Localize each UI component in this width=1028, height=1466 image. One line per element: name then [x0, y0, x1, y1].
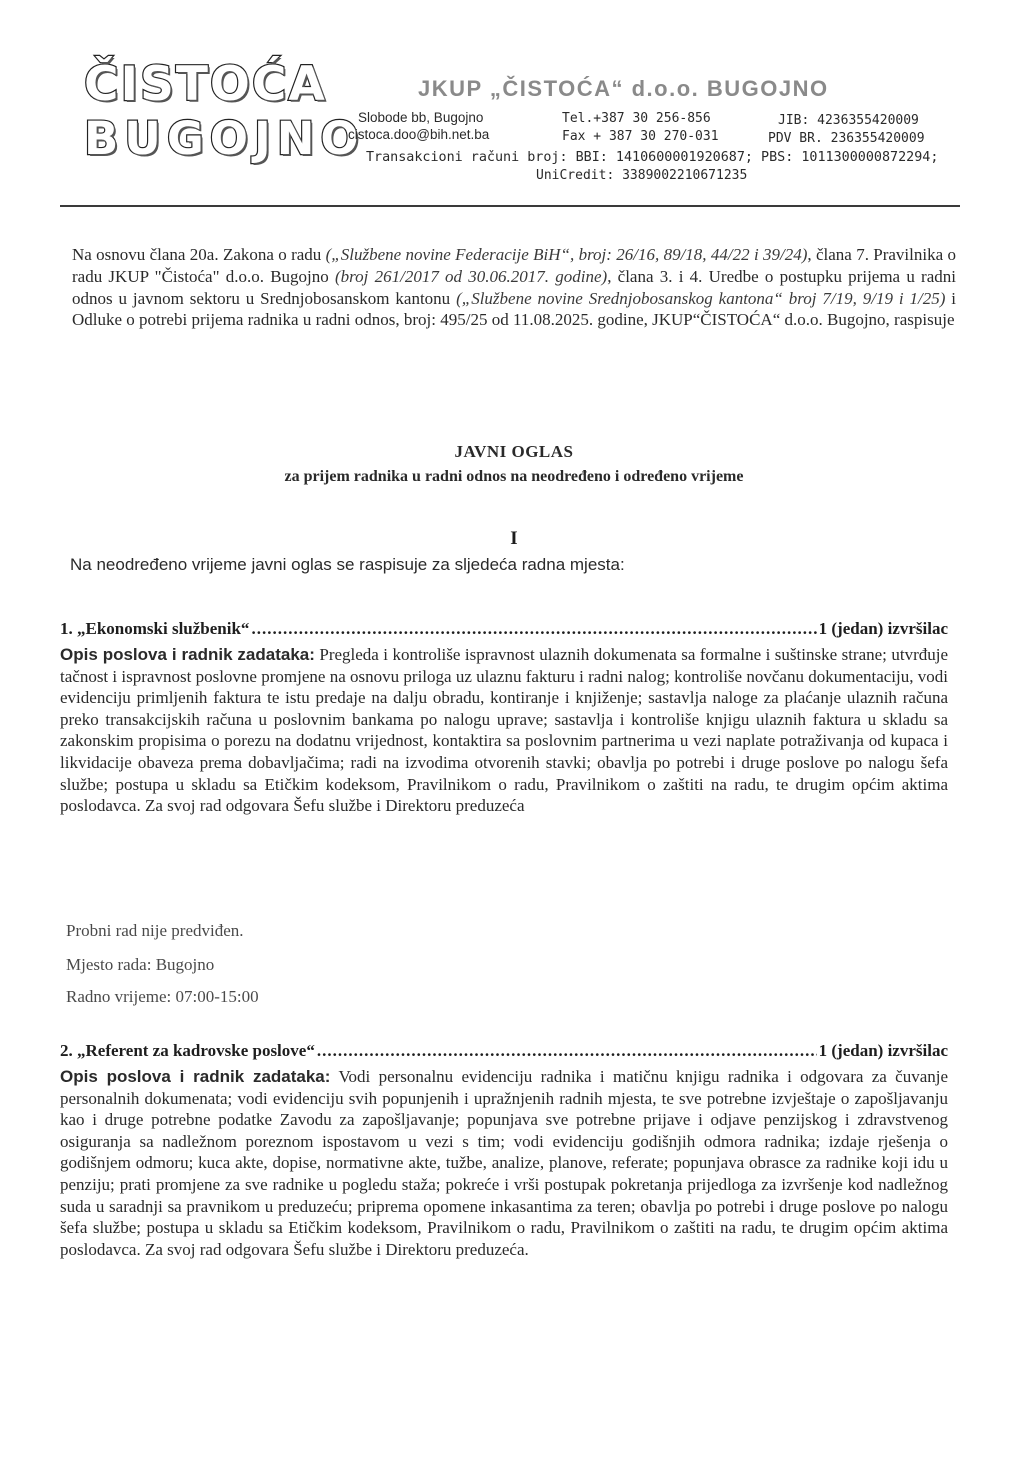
header-divider: [60, 205, 960, 207]
intro-text-2: , člana 7. Pravilnika o radu JKUP "Čistoća" d.o.o. Bugojno: [72, 245, 956, 286]
intro-ref-1: („Službene novine Federacije BiH“, broj: 26/16, 89/18, 44/22 i 39/24): [325, 245, 808, 264]
leader-dots: [317, 1041, 817, 1061]
logo-text-bottom: BUGOJNO: [84, 112, 365, 165]
company-email: cistoca.doo@bih.net.ba: [348, 127, 490, 142]
company-name: JKUP „ČISTOĆA“ d.o.o. BUGOJNO: [418, 76, 829, 101]
intro-text-3: , člana 3. i 4. Uredbe o postupku prijema u radni odnos u javnom sektoru u Srednjobosanskom kantonu: [72, 266, 956, 308]
position-count: 1 (jedan) izvršilac: [818, 619, 948, 638]
position-heading: [60, 619, 948, 639]
leader-dots: [251, 619, 816, 639]
position-description: [60, 1066, 948, 1260]
company-address: Slobode bb, Bugojno: [358, 110, 484, 125]
work-place: Mjesto rada: Bugojno: [66, 955, 215, 974]
probation-note: Probni rad nije predviđen.: [66, 921, 244, 940]
company-fax: Fax + 387 30 270-031: [562, 129, 719, 144]
company-tel: Tel.+387 30 256-856: [562, 111, 711, 126]
document-title: JAVNI OGLAS: [454, 442, 574, 461]
section-number: I: [510, 528, 518, 549]
description-label: Opis poslova i radnik zadataka:: [60, 645, 315, 664]
intro-text-4: i Odluke o potrebi prijema radnika u radni odnos, broj: 495/25 od 11.08.2025. godine, JKUP“ČISTOĆA“ d.o.o. Bugojno, raspisuje: [72, 288, 956, 330]
description-text: Pregleda i kontroliše ispravnost ulaznih dokumenata sa formalne i suštinske strane; utvrđuje tačnost i ispravnost poslovne promjene na osnovu priloga uz ulaznu fakturu i radni nalog; kontroliše novčanu dokumentaciju, vodi evidenciju primljenih faktura te istu predaje na dalju obradu, kontiranje i knjiženje; sastavlja naloge za plaćanje ulaznih računa preko transakcijskih računa u poslovnim bankama po nalogu uprave; sastavlja i kontroliše knjigu ulaznih faktura u skladu sa zakonskim propisima o porezu na dodatnu vrijednost, kontaktira sa poslovnim partnerima u vezi naplate potraživanja od kupaca i likvidacije obaveza prema dobavljačima; radi na izvodima otvorenih stavki; obavlja po potrebi i druge poslove po nalogu šefa službe; postupa u skladu sa Etičkim kodeksom, Pravilnikom o radu, Pravilnikom o zaštiti na radu, te drugim općim aktima poslodavca. Za svoj rad odgovara Šefu službe i Direktoru preduzeća: [60, 645, 948, 816]
company-logo: [84, 57, 365, 172]
company-pdv: PDV BR. 236355420009: [768, 131, 925, 146]
position-name: 1. „Ekonomski službenik“: [60, 619, 250, 638]
description-label: Opis poslova i radnik zadataka:: [60, 1067, 331, 1086]
intro-ref-3: („Službene novine Srednjobosanskog kantona“ broj 7/19, 9/19 i 1/25): [456, 288, 946, 308]
intro-ref-2: (broj 261/2017 od 30.06.2017. godine): [335, 266, 608, 286]
description-text: Vodi personalnu evidenciju radnika i matičnu knjigu radnika i odgovara za čuvanje personalnih dokumenata; vodi evidenciju svih popunjenih i upražnjenih radnih mjesta, te sve potrebne izvještaje o zapošljavanju kao i druge potrebne podatke Zavodu za zapošljavanje; popunjava sve potrebne prijave i odjave penzijskog i zdravstvenog osiguranja sa nadležnom poreznom ispostavom u vezi s tim; vodi evidenciju godišnjih odmora radnika; izdaje rješenja o godišnjem odmoru; kuca akte, dopise, normativne akte, tužbe, analize, planove, referate; popunjava obrasce za radnike koji idu u penziju; prati promjene za sve radnike u pogledu staža; pokreće i vrši postupak pokretanja prijedloga za izvršenje kod nadležnog suda u saradnji sa pravnikom u preduzeću; priprema opomene inkasantima za teren; obavlja po potrebi i druge poslove po nalogu šefa službe; postupa u skladu sa Etičkim kodeksom, Pravilnikom o radu, Pravilnikom o zaštiti na radu, te drugim općim aktima poslodavca. Za svoj rad odgovara Šefu službe i Direktoru preduzeća.: [60, 1067, 949, 1259]
position-name: 2. „Referent za kadrovske poslove“: [60, 1041, 315, 1060]
position-count: 1 (jedan) izvršilac: [818, 1041, 948, 1060]
document-subtitle: za prijem radnika u radni odnos na neodređeno i određeno vrijeme: [284, 468, 744, 485]
intro-paragraph: [72, 244, 956, 331]
logo-text-top: ČISTOĆA: [84, 57, 327, 112]
intro-text-1: Na osnovu člana 20a. Zakona o radu: [72, 245, 326, 264]
bank-unicredit: UniCredit: 3389002210671235: [536, 168, 748, 183]
work-hours: Radno vrijeme: 07:00-15:00: [66, 987, 259, 1006]
section-lead: Na neodređeno vrijeme javni oglas se raspisuje za sljedeća radna mjesta:: [70, 555, 625, 574]
position-description: [60, 644, 948, 817]
company-jib: JIB: 4236355420009: [778, 113, 919, 128]
bank-accounts: Transakcioni računi broj: BBI: 1410600001920687; PBS: 1011300000872294;: [366, 150, 939, 165]
position-heading: [60, 1041, 948, 1061]
